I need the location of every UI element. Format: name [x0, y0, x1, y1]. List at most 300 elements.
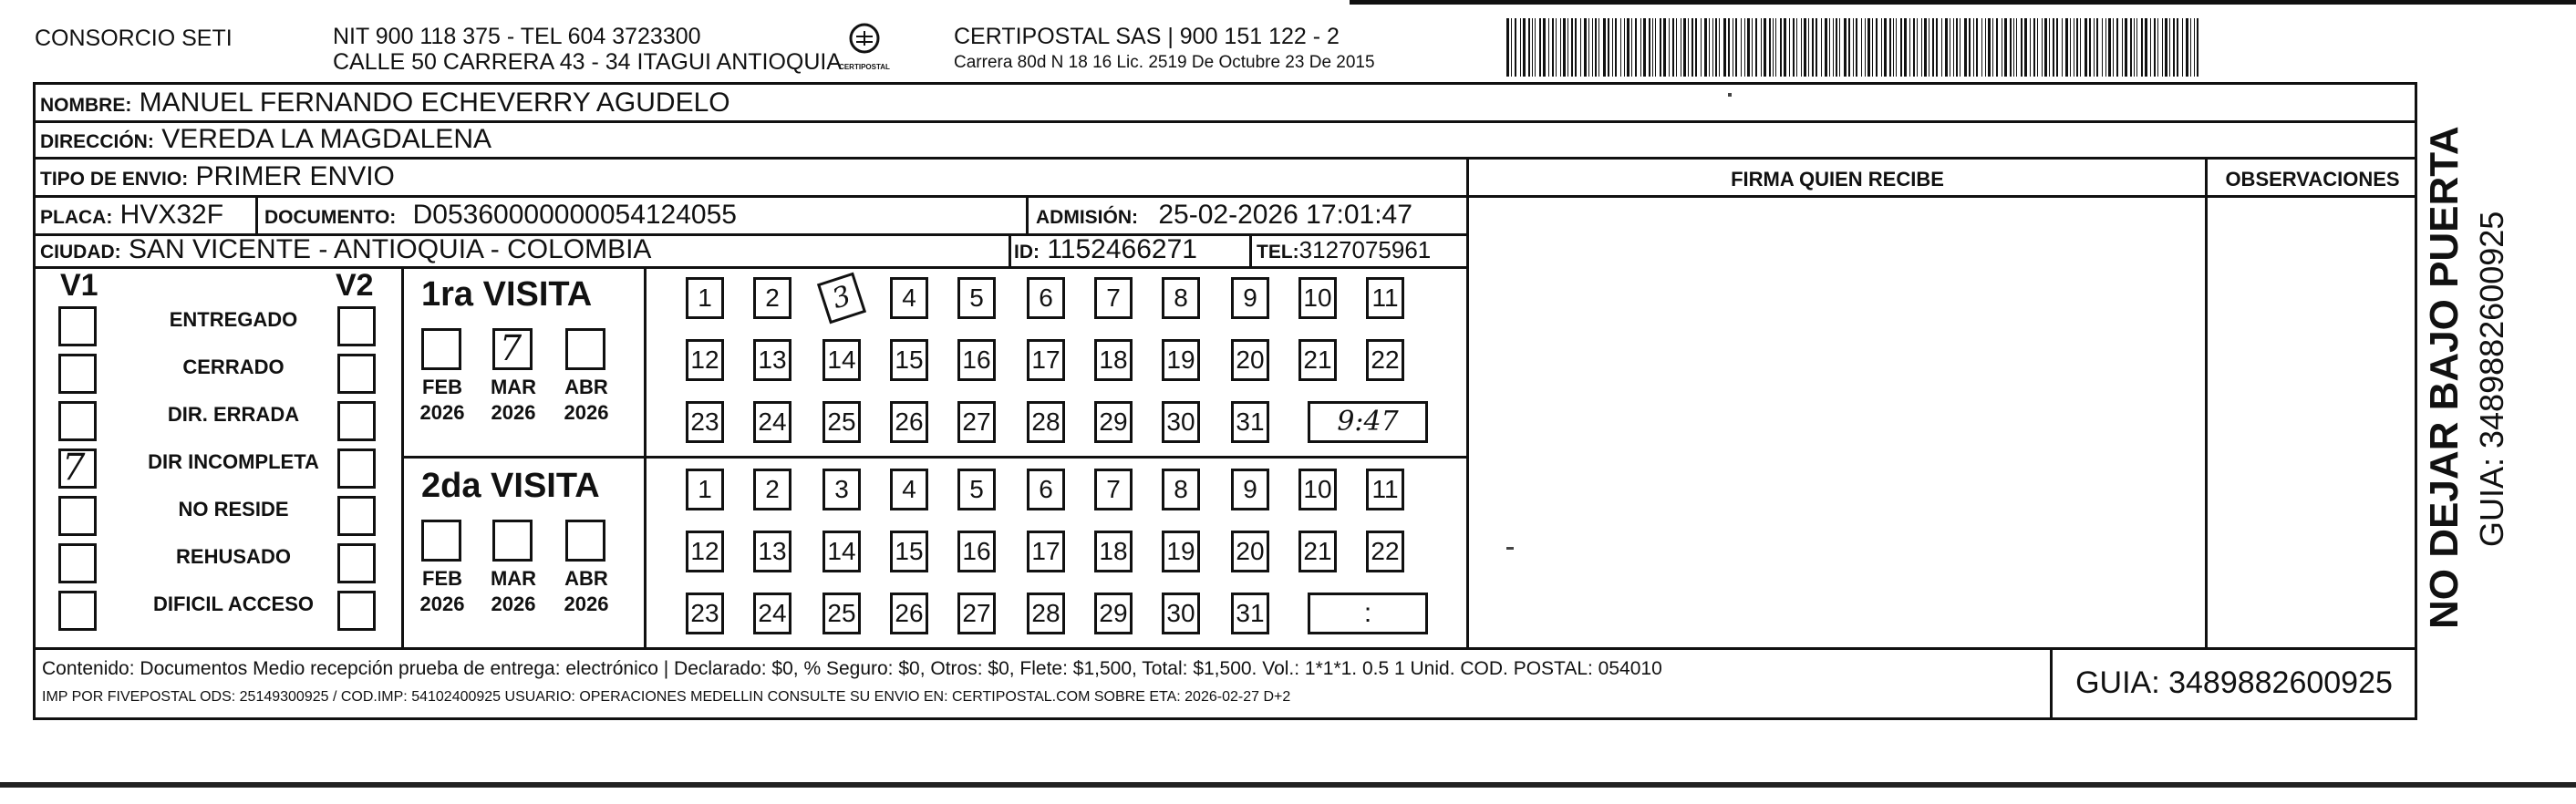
nombre-label: NOMBRE:: [40, 95, 132, 116]
visit1-year-label: 2026: [419, 401, 465, 424]
visit1-day-box[interactable]: 6: [1027, 277, 1065, 319]
visit1-day-box[interactable]: 16: [957, 339, 996, 381]
visit2-day-box[interactable]: 31: [1231, 593, 1269, 634]
visit2-day-box[interactable]: 17: [1027, 531, 1065, 572]
barcode-bar: [1603, 18, 1606, 77]
barcode-bar: [2194, 18, 2195, 77]
visit1-day-box[interactable]: 14: [822, 339, 861, 381]
barcode-bar: [1728, 18, 1730, 77]
barcode-bar: [1801, 18, 1802, 77]
barcode-bar: [1969, 18, 1971, 77]
visit2-day-box[interactable]: 3: [822, 469, 861, 510]
visit1-title: 1ra VISITA: [421, 275, 593, 314]
visit1-day-box[interactable]: 21: [1298, 339, 1337, 381]
barcode-bar: [1761, 18, 1762, 77]
barcode-bar: [2125, 18, 2127, 77]
barcode-bar: [1844, 18, 1847, 77]
barcode-bar: [1592, 18, 1593, 77]
visit2-month-label: ABR: [564, 567, 608, 590]
barcode-bar: [1560, 18, 1561, 77]
barcode-bar: [1676, 18, 1677, 77]
barcode-bar: [1640, 18, 1641, 77]
tipo-label: TIPO DE ENVIO:: [40, 169, 189, 190]
barcode-bar: [2021, 18, 2023, 77]
ciudad-field: [40, 234, 651, 268]
address-line: CALLE 50 CARRERA 43 - 34 ITAGUI ANTIOQUIA: [333, 49, 843, 75]
barcode-bar: [2065, 18, 2068, 77]
visit2-day-box[interactable]: 4: [890, 469, 928, 510]
nombre-field: [40, 88, 730, 121]
placa-sep: [255, 195, 258, 233]
visit2-year-label: 2026: [564, 593, 609, 615]
visit1-year-label: 2026: [491, 401, 536, 424]
visit2-day-box[interactable]: 7: [1094, 469, 1133, 510]
placa-label: PLACA:: [40, 207, 113, 228]
visit2-day-box[interactable]: 27: [957, 593, 996, 634]
barcode-bar: [1861, 18, 1862, 77]
barcode-bar: [1506, 18, 1509, 77]
visit1-day-box[interactable]: 2: [753, 277, 791, 319]
barcode-bar: [2182, 18, 2183, 77]
visit1-day-box[interactable]: 18: [1094, 339, 1133, 381]
visit1-day-box[interactable]: 15: [890, 339, 928, 381]
barcode: [1506, 18, 2207, 77]
visit2-day-box[interactable]: 8: [1162, 469, 1200, 510]
barcode-bar: [1598, 18, 1599, 77]
barcode-bar: [1715, 18, 1717, 77]
visit2-year-label: 2026: [491, 593, 536, 615]
v1-checkbox[interactable]: [58, 496, 97, 536]
barcode-bar: [1804, 18, 1806, 77]
barcode-bar: [1735, 18, 1737, 77]
barcode-bar: [1683, 18, 1686, 77]
tel-label: TEL:: [1257, 242, 1299, 263]
barcode-bar: [2070, 18, 2071, 77]
barcode-bar: [1744, 18, 1745, 77]
barcode-bar: [1631, 18, 1632, 77]
barcode-bar: [1520, 18, 1521, 77]
visit-sep: [401, 456, 1468, 459]
v2-header: V2: [336, 268, 374, 303]
barcode-bar: [1773, 18, 1774, 77]
visit2-month-checkbox[interactable]: [421, 520, 461, 562]
barcode-bar: [1691, 18, 1693, 77]
barcode-bar: [2030, 18, 2031, 77]
scan-edge-top: [1350, 0, 2576, 5]
tipo-value: PRIMER ENVIO: [195, 161, 395, 191]
reason-label: REHUSADO: [176, 545, 291, 568]
barcode-bar: [1704, 18, 1707, 77]
direccion-value: VEREDA LA MAGDALENA: [161, 124, 491, 154]
reason-label: CERRADO: [182, 356, 284, 378]
barcode-bar: [1881, 18, 1882, 77]
visit2-day-box[interactable]: 2: [753, 469, 791, 510]
barcode-bar: [2044, 18, 2047, 77]
visit1-day-box[interactable]: 24: [753, 401, 791, 443]
barcode-bar: [2105, 18, 2106, 77]
reason-label: DIR. ERRADA: [167, 403, 300, 426]
visit1-day-box[interactable]: 13: [753, 339, 791, 381]
visit2-day-box[interactable]: 28: [1027, 593, 1065, 634]
barcode-bar: [1789, 18, 1790, 77]
barcode-bar: [1829, 18, 1830, 77]
barcode-bar: [1848, 18, 1850, 77]
barcode-bar: [1652, 18, 1653, 77]
visit1-day-box[interactable]: 7: [1094, 277, 1133, 319]
barcode-bar: [1588, 18, 1589, 77]
barcode-bar: [1669, 18, 1670, 77]
direccion-label: DIRECCIÓN:: [40, 131, 154, 152]
barcode-bar: [2136, 18, 2137, 77]
barcode-bar: [1793, 18, 1795, 77]
v2-checkbox[interactable]: [337, 496, 376, 536]
barcode-bar: [2024, 18, 2027, 77]
barcode-bar: [1884, 18, 1887, 77]
barcode-bar: [1543, 18, 1546, 77]
barcode-bar: [2089, 18, 2091, 77]
barcode-bar: [2010, 18, 2012, 77]
visit2-month-checkbox[interactable]: [492, 520, 533, 562]
v2-checkbox[interactable]: [337, 354, 376, 394]
visit2-day-box[interactable]: 1: [686, 469, 724, 510]
barcode-bar: [1663, 18, 1666, 77]
barcode-bar: [1941, 18, 1942, 77]
tel-sep: [1249, 233, 1252, 266]
visit2-day-box[interactable]: 20: [1231, 531, 1269, 572]
admision-sep: [1026, 195, 1029, 233]
barcode-bar: [1548, 18, 1549, 77]
visit2-day-box[interactable]: 12: [686, 531, 724, 572]
id-value: 1152466271: [1047, 234, 1197, 264]
barcode-bar: [2102, 18, 2103, 77]
barcode-bar: [1956, 18, 1958, 77]
barcode-bar: [1649, 18, 1650, 77]
barcode-bar: [1921, 18, 1922, 77]
barcode-bar: [2108, 18, 2111, 77]
barcode-bar: [1624, 18, 1625, 77]
stray-dot-2: [1728, 93, 1732, 97]
barcode-bar: [2037, 18, 2038, 77]
barcode-bar: [1836, 18, 1837, 77]
visit1-day-box[interactable]: 5: [957, 277, 996, 319]
visit2-day-box[interactable]: 13: [753, 531, 791, 572]
barcode-bar: [1615, 18, 1617, 77]
barcode-bar: [1988, 18, 1991, 77]
barcode-bar: [1556, 18, 1557, 77]
ciudad-value: SAN VICENTE - ANTIOQUIA - COLOMBIA: [129, 234, 652, 264]
barcode-bar: [1769, 18, 1771, 77]
v1-checkbox[interactable]: [58, 306, 97, 346]
certipostal-line: CERTIPOSTAL SAS | 900 151 122 - 2: [954, 24, 1340, 49]
barcode-bar: [1853, 18, 1854, 77]
license-line: Carrera 80d N 18 16 Lic. 2519 De Octubre 23 De 2015: [954, 53, 1375, 72]
v2-checkbox[interactable]: [337, 448, 376, 489]
barcode-bar: [1924, 18, 1927, 77]
barcode-bar: [1833, 18, 1834, 77]
visit2-month-checkbox[interactable]: [565, 520, 605, 562]
visit1-day-box[interactable]: 20: [1231, 339, 1269, 381]
barcode-bar: [1889, 18, 1891, 77]
v2-checkbox[interactable]: [337, 306, 376, 346]
barcode-bar: [2186, 18, 2188, 77]
barcode-bar: [2085, 18, 2087, 77]
barcode-bar: [1635, 18, 1637, 77]
barcode-bar: [1515, 18, 1516, 77]
documento-label: DOCUMENTO:: [264, 207, 397, 228]
visit2-day-box[interactable]: 29: [1094, 593, 1133, 634]
visit1-day-box[interactable]: 28: [1027, 401, 1065, 443]
visit2-day-box[interactable]: 25: [822, 593, 861, 634]
barcode-bar: [2162, 18, 2163, 77]
v2-checkbox[interactable]: [337, 543, 376, 583]
barcode-bar: [1996, 18, 1998, 77]
nombre-value: MANUEL FERNANDO ECHEVERRY AGUDELO: [139, 88, 730, 118]
visit1-day-box[interactable]: 17: [1027, 339, 1065, 381]
tipo-field: [40, 161, 395, 195]
visit1-month-label: MAR: [490, 376, 537, 398]
logo-text: CERTIPOSTAL: [839, 63, 890, 71]
visit1-day-box[interactable]: 30: [1162, 401, 1200, 443]
barcode-bar: [2049, 18, 2050, 77]
barcode-bar: [2013, 18, 2014, 77]
barcode-bar: [1575, 18, 1577, 77]
reason-label: DIFICIL ACCESO: [152, 593, 314, 615]
visit2-day-box[interactable]: 16: [957, 531, 996, 572]
visit1-time-box[interactable]: 9:47: [1308, 401, 1428, 443]
barcode-bar: [2004, 18, 2007, 77]
barcode-bar: [1872, 18, 1873, 77]
barcode-bar: [2113, 18, 2114, 77]
placa-value: HVX32F: [119, 200, 224, 230]
barcode-bar: [1552, 18, 1554, 77]
barcode-bar: [1867, 18, 1870, 77]
barcode-bar: [1612, 18, 1613, 77]
barcode-bar: [1821, 18, 1822, 77]
visit2-day-box[interactable]: 5: [957, 469, 996, 510]
barcode-bar: [1992, 18, 1993, 77]
visit2-title: 2da VISITA: [421, 467, 600, 505]
id-field: [1014, 234, 1197, 268]
visit2-time-box[interactable]: :: [1308, 593, 1428, 634]
visit2-day-box[interactable]: 23: [686, 593, 724, 634]
visit1-day-box[interactable]: 9: [1231, 277, 1269, 319]
visit1-day-box[interactable]: 22: [1366, 339, 1404, 381]
visit1-day-box[interactable]: 25: [822, 401, 861, 443]
barcode-bar: [2190, 18, 2191, 77]
footer-guia-sep: [2050, 647, 2053, 720]
visit2-day-box[interactable]: 11: [1366, 469, 1404, 510]
barcode-bar: [1535, 18, 1536, 77]
barcode-bar: [1780, 18, 1782, 77]
barcode-bar: [2076, 18, 2078, 77]
barcode-bar: [1775, 18, 1776, 77]
barcode-bar: [2145, 18, 2147, 77]
barcode-bar: [1825, 18, 1827, 77]
barcode-bar: [1755, 18, 1757, 77]
visit1-day-box[interactable]: 26: [890, 401, 928, 443]
barcode-bar: [2116, 18, 2118, 77]
visit2-month-label: FEB: [422, 567, 462, 590]
barcode-bar: [1909, 18, 1910, 77]
barcode-bar: [1913, 18, 1915, 77]
visit2-day-box[interactable]: 22: [1366, 531, 1404, 572]
barcode-bar: [1865, 18, 1866, 77]
barcode-bar: [1672, 18, 1674, 77]
barcode-bar: [1876, 18, 1878, 77]
barcode-bar: [1812, 18, 1814, 77]
barcode-bar: [1893, 18, 1894, 77]
placa-field: [40, 200, 223, 233]
visit2-day-box[interactable]: 18: [1094, 531, 1133, 572]
barcode-bar: [2122, 18, 2123, 77]
barcode-bar: [1816, 18, 1817, 77]
visit1-month-checkbox[interactable]: [421, 328, 461, 370]
handwritten-check-mark: 7: [62, 447, 86, 489]
barcode-bar: [1936, 18, 1938, 77]
visit2-day-box[interactable]: 26: [890, 593, 928, 634]
barcode-bar: [2154, 18, 2156, 77]
barcode-bar: [2053, 18, 2054, 77]
barcode-bar: [1528, 18, 1530, 77]
no-dejar-warning: NO DEJAR BAJO PUERTA: [2422, 126, 2467, 629]
documento-value: D05360000000054124055: [412, 200, 737, 230]
barcode-bar: [1701, 18, 1702, 77]
firma-header-line: [1466, 195, 2417, 198]
v1-checkbox[interactable]: [58, 401, 97, 441]
barcode-bar: [1655, 18, 1656, 77]
barcode-bar: [2197, 18, 2198, 77]
visit2-day-box[interactable]: 21: [1298, 531, 1337, 572]
barcode-bar: [1964, 18, 1967, 77]
v1-checkbox[interactable]: [58, 354, 97, 394]
barcode-bar: [1904, 18, 1907, 77]
admision-field: [1036, 200, 1412, 233]
visit1-day-box[interactable]: 19: [1162, 339, 1200, 381]
barcode-bar: [1741, 18, 1742, 77]
v1-checkbox[interactable]: [58, 543, 97, 583]
barcode-bar: [1764, 18, 1766, 77]
side-guia: GUIA: 3489882600925: [2473, 211, 2510, 547]
v2-checkbox[interactable]: [337, 591, 376, 631]
barcode-bar: [2169, 18, 2170, 77]
v1-header: V1: [60, 268, 98, 303]
visit1-day-box[interactable]: 29: [1094, 401, 1133, 443]
barcode-bar: [1539, 18, 1541, 77]
barcode-bar: [1580, 18, 1581, 77]
scan-edge-bottom: [0, 782, 2576, 788]
visit2-day-box[interactable]: 24: [753, 593, 791, 634]
tel-field: [1257, 234, 1431, 268]
col-firma-left: [1466, 157, 1469, 649]
barcode-bar: [1532, 18, 1533, 77]
barcode-bar: [2042, 18, 2043, 77]
stray-dot: [1506, 547, 1514, 550]
barcode-bar: [1917, 18, 1918, 77]
barcode-bar: [1563, 18, 1566, 77]
admision-value: 25-02-2026 17:01:47: [1158, 200, 1412, 230]
visit2-day-box[interactable]: 6: [1027, 469, 1065, 510]
barcode-bar: [1627, 18, 1629, 77]
row-line-6: [33, 647, 2417, 650]
visit1-day-box[interactable]: 23: [686, 401, 724, 443]
barcode-bar: [1896, 18, 1897, 77]
contenido-line: Contenido: Documentos Medio recepción prueba de entrega: electrónico | Declarado: $0, % Seguro: $0, Otros: $0, Flete: $1,500, Total: $1,500. Vol.: 1*1*1. 0.5 1 Unid. COD. POSTAL: 054010: [42, 658, 1662, 679]
v2-checkbox[interactable]: [337, 401, 376, 441]
barcode-bar: [1932, 18, 1934, 77]
visit2-day-box[interactable]: 19: [1162, 531, 1200, 572]
barcode-bar: [2094, 18, 2095, 77]
visit2-day-box[interactable]: 14: [822, 531, 861, 572]
visit2-day-box[interactable]: 10: [1298, 469, 1337, 510]
barcode-bar: [1688, 18, 1689, 77]
tel-value: 3127075961: [1298, 236, 1432, 263]
visit1-day-box[interactable]: 11: [1366, 277, 1404, 319]
barcode-bar: [1796, 18, 1797, 77]
documento-field: [264, 200, 737, 233]
barcode-bar: [2056, 18, 2058, 77]
visit1-day-box[interactable]: 4: [890, 277, 928, 319]
visit1-day-box[interactable]: 31: [1231, 401, 1269, 443]
barcode-bar: [1571, 18, 1573, 77]
direccion-field: [40, 124, 491, 158]
firma-header: FIRMA QUIEN RECIBE: [1731, 168, 1944, 191]
visit2-day-box[interactable]: 15: [890, 531, 928, 572]
barcode-bar: [2173, 18, 2175, 77]
id-label: ID:: [1014, 242, 1040, 263]
barcode-bar: [1511, 18, 1512, 77]
barcode-bar: [2130, 18, 2132, 77]
visit1-day-box[interactable]: 10: [1298, 277, 1337, 319]
visit2-day-box[interactable]: 30: [1162, 593, 1200, 634]
barcode-bar: [1608, 18, 1609, 77]
barcode-bar: [1567, 18, 1568, 77]
barcode-bar: [1752, 18, 1753, 77]
visit1-day-box[interactable]: 27: [957, 401, 996, 443]
barcode-bar: [1595, 18, 1597, 77]
visit1-year-label: 2026: [564, 401, 609, 424]
reason-label: DIR INCOMPLETA: [148, 450, 319, 473]
barcode-bar: [1973, 18, 1974, 77]
barcode-bar: [1695, 18, 1697, 77]
visit2-day-box[interactable]: 9: [1231, 469, 1269, 510]
visit1-day-box[interactable]: 8: [1162, 277, 1200, 319]
barcode-bar: [1643, 18, 1646, 77]
barcode-bar: [1620, 18, 1621, 77]
barcode-bar: [1723, 18, 1726, 77]
visit1-month-checkbox[interactable]: [565, 328, 605, 370]
barcode-bar: [1719, 18, 1720, 77]
barcode-bar: [1856, 18, 1857, 77]
v1-checkbox[interactable]: [58, 591, 97, 631]
visit1-day-box[interactable]: 3: [817, 273, 866, 325]
col-obs-left: [2205, 157, 2208, 649]
barcode-bar: [1709, 18, 1710, 77]
visit1-day-box[interactable]: 12: [686, 339, 724, 381]
company-name: CONSORCIO SETI: [35, 26, 233, 51]
barcode-bar: [2033, 18, 2035, 77]
barcode-bar: [2062, 18, 2063, 77]
barcode-bar: [2016, 18, 2017, 77]
barcode-bar: [1523, 18, 1526, 77]
barcode-bar: [1712, 18, 1713, 77]
barcode-bar: [1985, 18, 1986, 77]
barcode-bar: [2141, 18, 2143, 77]
observaciones-header: OBSERVACIONES: [2225, 168, 2400, 191]
id-sep: [1009, 233, 1011, 266]
footer-guia: GUIA: 3489882600925: [2075, 665, 2393, 700]
visit1-day-box[interactable]: 1: [686, 277, 724, 319]
admision-label: ADMISIÓN:: [1036, 207, 1138, 228]
